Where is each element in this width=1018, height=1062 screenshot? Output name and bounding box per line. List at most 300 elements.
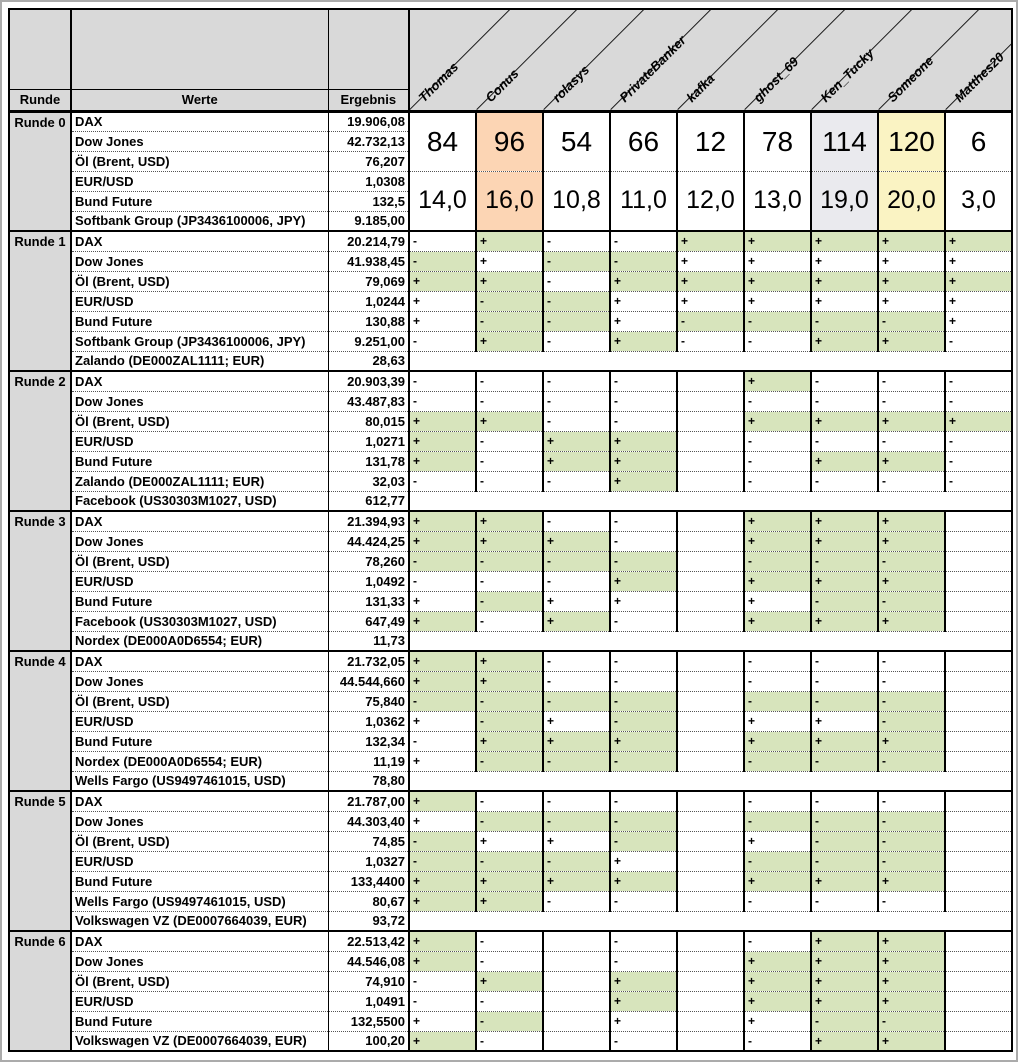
prediction-mark-cell: - (409, 731, 476, 751)
table-row (9, 831, 1012, 851)
prediction-mark-cell: - (945, 391, 1012, 411)
prediction-mark-cell: + (744, 991, 811, 1011)
prediction-mark-cell: + (878, 451, 945, 471)
prediction-mark-cell: + (878, 611, 945, 631)
prediction-mark-cell: - (543, 671, 610, 691)
table-row (9, 851, 1012, 871)
werte-cell: DAX (71, 371, 328, 391)
prediction-mark-cell: - (811, 651, 878, 671)
score-cell: 120 (878, 111, 945, 171)
ergebnis-cell: 21.394,93 (328, 511, 409, 531)
prediction-mark-cell: + (744, 571, 811, 591)
prediction-mark-cell: - (744, 651, 811, 671)
ergebnis-cell: 612,77 (328, 491, 409, 511)
table-row (9, 451, 1012, 471)
prediction-mark-cell: - (811, 371, 878, 391)
prediction-mark-cell (677, 451, 744, 471)
prediction-mark-cell: + (945, 251, 1012, 271)
prediction-mark-cell: + (744, 731, 811, 751)
prediction-mark-cell: + (409, 591, 476, 611)
score-cell: 6 (945, 111, 1012, 171)
prediction-mark-cell: - (476, 371, 543, 391)
prediction-mark-cell (677, 871, 744, 891)
prediction-mark-cell (945, 811, 1012, 831)
table-row (9, 791, 1012, 811)
prediction-mark-cell: - (811, 671, 878, 691)
prediction-mark-cell: + (811, 251, 878, 271)
prediction-mark-cell: - (610, 391, 677, 411)
prediction-mark-cell: + (409, 811, 476, 831)
prediction-mark-cell (677, 671, 744, 691)
player-name-Ken_Tucky: Ken_Tucky (817, 45, 877, 105)
prediction-mark-cell (677, 891, 744, 911)
prediction-mark-cell: - (610, 371, 677, 391)
prediction-mark-cell: - (409, 971, 476, 991)
prediction-mark-cell: - (878, 671, 945, 691)
werte-cell: Bund Future (71, 591, 328, 611)
prediction-mark-cell (945, 551, 1012, 571)
prediction-mark-cell: - (610, 411, 677, 431)
werte-cell: Öl (Brent, USD) (71, 151, 328, 171)
prediction-mark-cell: + (744, 251, 811, 271)
prediction-mark-cell: + (878, 991, 945, 1011)
prediction-mark-cell: - (476, 991, 543, 1011)
prediction-mark-cell: - (610, 691, 677, 711)
prediction-mark-cell: + (744, 531, 811, 551)
ergebnis-cell: 647,49 (328, 611, 409, 631)
ergebnis-cell: 20.903,39 (328, 371, 409, 391)
werte-cell: Bund Future (71, 311, 328, 331)
prediction-mark-cell: + (811, 731, 878, 751)
player-name-ghost_69: ghost_69 (750, 53, 802, 105)
prediction-mark-cell: + (677, 271, 744, 291)
prediction-mark-cell (945, 791, 1012, 811)
prediction-mark-cell (543, 1011, 610, 1031)
prediction-mark-cell: - (878, 711, 945, 731)
prediction-mark-cell: - (476, 551, 543, 571)
ergebnis-cell: 76,207 (328, 151, 409, 171)
prediction-mark-cell: + (945, 411, 1012, 431)
werte-cell: Bund Future (71, 451, 328, 471)
ergebnis-cell: 44.303,40 (328, 811, 409, 831)
werte-cell: Öl (Brent, USD) (71, 971, 328, 991)
prediction-mark-cell (945, 931, 1012, 951)
ergebnis-cell: 32,03 (328, 471, 409, 491)
prediction-mark-cell: + (610, 271, 677, 291)
prediction-mark-cell: - (409, 391, 476, 411)
prediction-mark-cell (945, 751, 1012, 771)
table-row (9, 991, 1012, 1011)
prediction-mark-cell: + (878, 951, 945, 971)
prediction-mark-cell (677, 1031, 744, 1051)
prediction-mark-cell: - (744, 431, 811, 451)
prediction-mark-cell: + (476, 971, 543, 991)
runde-label-cell: Runde 3 (9, 511, 71, 651)
points-cell: 16,0 (476, 171, 543, 231)
werte-cell: Volkswagen VZ (DE0007664039, EUR) (71, 1031, 328, 1051)
prediction-mark-cell (677, 511, 744, 531)
prediction-mark-cell: + (744, 611, 811, 631)
table-row (9, 511, 1012, 531)
werte-cell: EUR/USD (71, 171, 328, 191)
ergebnis-cell: 74,85 (328, 831, 409, 851)
prediction-mark-cell: - (409, 371, 476, 391)
prediction-mark-cell: + (811, 871, 878, 891)
ergebnis-cell: 21.787,00 (328, 791, 409, 811)
prediction-mark-cell: + (610, 851, 677, 871)
points-cell: 20,0 (878, 171, 945, 231)
prediction-mark-cell: - (409, 851, 476, 871)
prediction-mark-cell (677, 851, 744, 871)
prediction-mark-cell: - (610, 931, 677, 951)
prediction-mark-cell: - (811, 751, 878, 771)
points-cell: 3,0 (945, 171, 1012, 231)
werte-cell: Öl (Brent, USD) (71, 411, 328, 431)
prediction-mark-cell: - (476, 311, 543, 331)
prediction-mark-cell (677, 431, 744, 451)
prediction-mark-cell (945, 731, 1012, 751)
werte-cell: Bund Future (71, 1011, 328, 1031)
prediction-mark-cell: - (677, 331, 744, 351)
prediction-mark-cell (945, 591, 1012, 611)
table-row (9, 811, 1012, 831)
prediction-mark-cell: - (744, 811, 811, 831)
table-row (9, 391, 1012, 411)
prediction-mark-cell: + (744, 831, 811, 851)
prediction-mark-cell (543, 971, 610, 991)
table-row (9, 1031, 1012, 1051)
table-row (9, 651, 1012, 671)
prediction-mark-cell: - (878, 751, 945, 771)
prediction-mark-cell: - (409, 991, 476, 1011)
werte-cell: Öl (Brent, USD) (71, 691, 328, 711)
prediction-mark-cell: - (543, 471, 610, 491)
prediction-mark-cell: - (945, 431, 1012, 451)
ergebnis-cell: 1,0362 (328, 711, 409, 731)
prediction-mark-cell (677, 1011, 744, 1031)
ergebnis-cell: 44.424,25 (328, 531, 409, 551)
prediction-mark-cell: + (543, 531, 610, 551)
ergebnis-cell: 43.487,83 (328, 391, 409, 411)
prediction-mark-cell: - (811, 591, 878, 611)
prediction-mark-cell: + (610, 871, 677, 891)
ergebnis-cell: 1,0492 (328, 571, 409, 591)
prediction-mark-cell: + (811, 331, 878, 351)
prediction-mark-cell: - (811, 831, 878, 851)
prediction-mark-cell (677, 531, 744, 551)
runde-label-cell: Runde 0 (9, 111, 71, 231)
prediction-mark-cell: - (878, 651, 945, 671)
prediction-mark-cell: + (543, 431, 610, 451)
werte-cell: Dow Jones (71, 671, 328, 691)
ergebnis-cell: 9.185,00 (328, 211, 409, 231)
prediction-mark-cell: - (878, 551, 945, 571)
werte-cell: Dow Jones (71, 811, 328, 831)
prediction-mark-cell: - (610, 1031, 677, 1051)
ergebnis-cell: 41.938,45 (328, 251, 409, 271)
player-name-kafka: kafka (683, 70, 718, 105)
table-row (9, 171, 1012, 191)
werte-cell: Wells Fargo (US9497461015, USD) (71, 771, 328, 791)
prediction-mark-cell: - (476, 711, 543, 731)
prediction-mark-cell: - (409, 691, 476, 711)
prediction-mark-cell: + (409, 411, 476, 431)
prediction-mark-cell: + (878, 251, 945, 271)
prediction-mark-cell: - (811, 851, 878, 871)
table-row (9, 251, 1012, 271)
werte-cell: Facebook (US30303M1027, USD) (71, 611, 328, 631)
prediction-mark-cell: - (878, 791, 945, 811)
prediction-mark-cell: + (811, 711, 878, 731)
prediction-mark-cell: + (811, 411, 878, 431)
prediction-mark-cell: + (610, 991, 677, 1011)
ergebnis-cell: 133,4400 (328, 871, 409, 891)
prediction-mark-cell: + (543, 711, 610, 731)
ergebnis-cell: 132,5500 (328, 1011, 409, 1031)
empty-predictions-cell (409, 631, 1012, 651)
prediction-mark-cell (677, 651, 744, 671)
prediction-mark-cell (677, 811, 744, 831)
prediction-mark-cell: - (744, 471, 811, 491)
ergebnis-cell: 1,0271 (328, 431, 409, 451)
player-name-Matthes20: Matthes20 (951, 48, 1007, 105)
empty-predictions-cell (409, 911, 1012, 931)
prediction-mark-cell: + (409, 871, 476, 891)
werte-cell: Öl (Brent, USD) (71, 831, 328, 851)
prediction-mark-cell: + (476, 271, 543, 291)
werte-cell: Dow Jones (71, 531, 328, 551)
prediction-mark-cell (945, 691, 1012, 711)
prediction-mark-cell: + (476, 411, 543, 431)
prediction-mark-cell: + (878, 931, 945, 951)
prediction-mark-cell: + (476, 731, 543, 751)
prediction-mark-cell: - (610, 611, 677, 631)
prediction-mark-cell: - (476, 811, 543, 831)
prediction-mark-cell: - (744, 1031, 811, 1051)
col-header-werte: Werte (71, 89, 328, 111)
prediction-mark-cell: - (744, 851, 811, 871)
empty-predictions-cell (409, 491, 1012, 511)
player-name-PrivateBanker: PrivateBanker (616, 32, 689, 105)
table-row (9, 691, 1012, 711)
prediction-mark-cell: + (610, 591, 677, 611)
prediction-mark-cell (945, 1031, 1012, 1051)
prediction-mark-cell: - (744, 311, 811, 331)
prediction-mark-cell: - (610, 251, 677, 271)
prediction-mark-cell: - (610, 551, 677, 571)
prediction-mark-cell: - (878, 831, 945, 851)
prediction-mark-cell: + (543, 451, 610, 471)
prediction-mark-cell: - (811, 811, 878, 831)
prediction-mark-cell: - (409, 571, 476, 591)
werte-cell: DAX (71, 231, 328, 251)
prediction-mark-cell: + (610, 1011, 677, 1031)
prediction-mark-cell: + (744, 971, 811, 991)
score-cell: 66 (610, 111, 677, 171)
prediction-mark-cell: + (476, 831, 543, 851)
table-row (9, 491, 1012, 511)
prediction-mark-cell: - (476, 691, 543, 711)
prediction-mark-cell: + (476, 531, 543, 551)
score-cell: 78 (744, 111, 811, 171)
prediction-mark-cell: - (476, 791, 543, 811)
prediction-mark-cell (677, 611, 744, 631)
prediction-mark-cell (677, 831, 744, 851)
score-cell: 96 (476, 111, 543, 171)
prediction-mark-cell: - (543, 851, 610, 871)
prediction-mark-cell: + (744, 411, 811, 431)
points-cell: 13,0 (744, 171, 811, 231)
prediction-mark-cell (677, 551, 744, 571)
prediction-mark-cell: + (811, 451, 878, 471)
prediction-mark-cell: - (543, 371, 610, 391)
prediction-mark-cell: + (945, 311, 1012, 331)
prediction-mark-cell: - (409, 831, 476, 851)
prediction-mark-cell (677, 571, 744, 591)
prediction-mark-cell: + (409, 451, 476, 471)
prediction-mark-cell: + (610, 311, 677, 331)
prediction-mark-cell (677, 931, 744, 951)
header-runde-space (9, 9, 71, 89)
werte-cell: DAX (71, 791, 328, 811)
prediction-mark-cell: - (945, 471, 1012, 491)
prediction-mark-cell: + (409, 951, 476, 971)
prediction-mark-cell: - (610, 891, 677, 911)
prediction-mark-cell: + (543, 591, 610, 611)
werte-cell: Bund Future (71, 731, 328, 751)
prediction-mark-cell: + (878, 971, 945, 991)
prediction-mark-cell: - (811, 391, 878, 411)
prediction-mark-cell: - (409, 551, 476, 571)
werte-cell: Dow Jones (71, 251, 328, 271)
werte-cell: Zalando (DE000ZAL1111; EUR) (71, 471, 328, 491)
prediction-mark-cell: + (744, 951, 811, 971)
prediction-mark-cell: + (878, 571, 945, 591)
prediction-mark-cell: + (543, 831, 610, 851)
table-row (9, 751, 1012, 771)
table-header (9, 9, 1012, 111)
prediction-mark-cell: - (610, 231, 677, 251)
player-name-Thomas: Thomas (415, 58, 462, 105)
prediction-mark-cell: + (610, 331, 677, 351)
ergebnis-cell: 11,19 (328, 751, 409, 771)
table-row (9, 871, 1012, 891)
prediction-mark-cell: - (543, 411, 610, 431)
ergebnis-cell: 11,73 (328, 631, 409, 651)
ergebnis-cell: 9.251,00 (328, 331, 409, 351)
ergebnis-cell: 132,34 (328, 731, 409, 751)
prediction-mark-cell: - (878, 851, 945, 871)
table-row (9, 931, 1012, 951)
werte-cell: EUR/USD (71, 851, 328, 871)
prediction-mark-cell: + (476, 871, 543, 891)
prediction-mark-cell: + (677, 251, 744, 271)
prediction-mark-cell: + (811, 291, 878, 311)
prediction-mark-cell: - (744, 891, 811, 911)
player-name-Someone: Someone (884, 52, 937, 105)
prediction-mark-cell: + (543, 731, 610, 751)
ergebnis-cell: 100,20 (328, 1031, 409, 1051)
prediction-mark-cell: - (543, 811, 610, 831)
prediction-mark-cell (677, 391, 744, 411)
prediction-mark-cell (677, 971, 744, 991)
prediction-mark-cell (677, 591, 744, 611)
prediction-mark-cell: - (744, 671, 811, 691)
prediction-mark-cell (543, 951, 610, 971)
ergebnis-cell: 75,840 (328, 691, 409, 711)
werte-cell: Zalando (DE000ZAL1111; EUR) (71, 351, 328, 371)
col-header-runde: Runde (9, 89, 71, 111)
points-cell: 12,0 (677, 171, 744, 231)
werte-cell: EUR/USD (71, 991, 328, 1011)
prediction-mark-cell (543, 1031, 610, 1051)
prediction-mark-cell: - (610, 651, 677, 671)
prediction-mark-cell: + (610, 431, 677, 451)
points-cell: 10,8 (543, 171, 610, 231)
prediction-mark-cell: + (476, 671, 543, 691)
prediction-mark-cell: - (610, 831, 677, 851)
ergebnis-cell: 78,80 (328, 771, 409, 791)
table-row (9, 711, 1012, 731)
table-row (9, 891, 1012, 911)
table-body (9, 111, 1012, 1051)
runde-label-cell: Runde 4 (9, 651, 71, 791)
prediction-mark-cell: - (744, 751, 811, 771)
table-row (9, 351, 1012, 371)
prediction-mark-cell: - (744, 691, 811, 711)
prediction-mark-cell: - (878, 311, 945, 331)
werte-cell: Dow Jones (71, 951, 328, 971)
prediction-mark-cell (677, 411, 744, 431)
werte-cell: Dow Jones (71, 131, 328, 151)
prediction-mark-cell (945, 871, 1012, 891)
table-row (9, 771, 1012, 791)
prediction-mark-cell: - (878, 811, 945, 831)
points-cell: 14,0 (409, 171, 476, 231)
table-row (9, 311, 1012, 331)
prediction-mark-cell: - (476, 1031, 543, 1051)
table-row (9, 531, 1012, 551)
prediction-mark-cell (945, 651, 1012, 671)
score-cell: 84 (409, 111, 476, 171)
player-names-header (409, 9, 1012, 111)
prediction-mark-cell: + (744, 591, 811, 611)
prediction-mark-cell: + (811, 971, 878, 991)
score-cell: 12 (677, 111, 744, 171)
table-row (9, 331, 1012, 351)
prediction-mark-cell: - (476, 391, 543, 411)
prediction-mark-cell: - (677, 311, 744, 331)
prediction-mark-cell: - (409, 251, 476, 271)
table-row (9, 911, 1012, 931)
werte-cell: Wells Fargo (US9497461015, USD) (71, 891, 328, 911)
prediction-mark-cell: - (409, 331, 476, 351)
prediction-mark-cell: + (409, 271, 476, 291)
werte-cell: Volkswagen VZ (DE0007664039, EUR) (71, 911, 328, 931)
prediction-mark-cell: - (610, 811, 677, 831)
prediction-mark-cell: + (409, 751, 476, 771)
table-row (9, 411, 1012, 431)
werte-cell: Facebook (US30303M1027, USD) (71, 491, 328, 511)
ergebnis-cell: 78,260 (328, 551, 409, 571)
empty-predictions-cell (409, 771, 1012, 791)
prediction-game-table (8, 8, 1013, 1052)
prediction-mark-cell: - (610, 671, 677, 691)
points-cell: 19,0 (811, 171, 878, 231)
prediction-mark-cell (945, 611, 1012, 631)
prediction-mark-cell: + (744, 1011, 811, 1031)
prediction-mark-cell: - (476, 291, 543, 311)
